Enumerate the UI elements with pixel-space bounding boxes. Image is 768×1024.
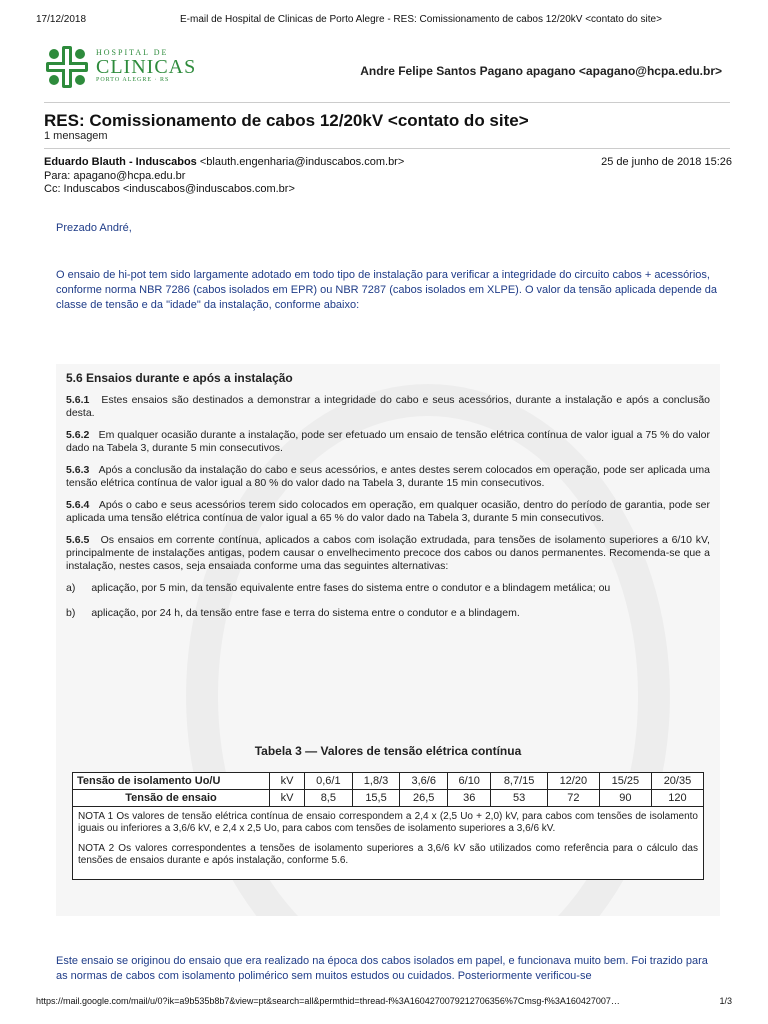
message-count: 1 mensagem	[44, 130, 108, 142]
hospital-logo[interactable]	[44, 44, 197, 92]
table-row	[73, 773, 704, 790]
sender-name: Eduardo Blauth - Induscabos	[44, 156, 197, 168]
sender	[44, 156, 404, 168]
email-subject: RES: Comissionamento de cabos 12/20kV <contato do site>	[44, 111, 529, 130]
divider	[44, 102, 730, 103]
table-cell: 120	[651, 790, 703, 807]
logo-line2: CLINICAS	[96, 56, 197, 78]
note-2: NOTA 2 Os valores correspondentes a tensões de isolamento superiores a 3,6/6 kV são utilizados como referência para o cálculo das tensões de ensaios durante e após instalação, conforme 5.6.	[78, 843, 698, 866]
hospital-cross-icon	[44, 44, 90, 90]
clause-5-6-2: 5.6.2 Em qualquer ocasião durante a instalação, pode ser efetuado um ensaio de tensão elétrica contínua de valor igual a 75 % do valor dado na Tabela 3, durante 5 min consecutivos.	[66, 429, 710, 454]
account-user: Andre Felipe Santos Pagano apagano <apagano@hcpa.edu.br>	[360, 64, 722, 78]
table-cell: 8,5	[305, 790, 353, 807]
clause-5-6-1: 5.6.1 Estes ensaios são destinados a demonstrar a integridade do cabo e seus acessórios, durante a instalação e após a conclusão desta.	[66, 394, 710, 419]
alternative-a: a) aplicação, por 5 min, da tensão equivalente entre fases do sistema entre o condutor e a blindagem metálica; ou	[66, 582, 611, 594]
table-row	[73, 790, 704, 807]
voltage-table	[72, 772, 704, 880]
sender-address[interactable]: <blauth.engenharia@induscabos.com.br>	[199, 156, 405, 168]
clause-5-6-4: 5.6.4 Após o cabo e seus acessórios terem sido colocados em operação, em qualquer ocasião, dentro do período de garantia, pode ser aplicada uma tensão elétrica contínua de valor igual a 65 % do valor dado na Tabela 3, durante 5 min consecutivos.	[66, 499, 710, 524]
table-cell: 15,5	[352, 790, 400, 807]
clause-5-6-3: 5.6.3 Após a conclusão da instalação do cabo e seus acessórios, e antes destes serem colocados em operação, pode ser aplicada uma tensão elétrica contínua de valor igual a 80 % do valor dado na Tabela 3, durante 15 min consecutivos.	[66, 464, 710, 489]
clause-5-6-5: 5.6.5 Os ensaios em corrente contínua, aplicados a cabos com isolação extrudada, para tensões de isolamento superiores a 6/10 kV, principalmente de instalações antigas, podem causar o envelhecimento precoce dos cabos ou danos permanentes. Recomenda-se que a instalação, nestes casos, seja ensaiada conforme uma das seguintes alternativas:	[66, 534, 710, 572]
row-label: Tensão de isolamento Uo/U	[73, 773, 270, 790]
section-heading: 5.6 Ensaios durante e após a instalação	[66, 371, 293, 385]
table-cell: 1,8/3	[352, 773, 400, 790]
email-intro: O ensaio de hi-pot tem sido largamente adotado em todo tipo de instalação para verificar a integridade do circuito cabos + acessórios, conforme norma NBR 7286 (cabos isolados em EPR) ou NBR 7287 (cabos isolados em XLPE). O valor da tensão aplicada depende da classe de tensão e da "idade" da instalação, conforme abaixo:	[56, 269, 717, 311]
print-date: 17/12/2018	[36, 14, 87, 25]
row-unit: kV	[270, 790, 305, 807]
email-date: 25 de junho de 2018 15:26	[601, 156, 732, 168]
logo-line1: HOSPITAL DE	[96, 48, 169, 57]
table-cell: 53	[491, 790, 547, 807]
table-cell: 6/10	[448, 773, 491, 790]
table-title: Tabela 3 — Valores de tensão elétrica contínua	[254, 744, 522, 758]
table-cell: 20/35	[651, 773, 703, 790]
print-title: E-mail de Hospital de Clinicas de Porto Alegre - RES: Comissionamento de cabos 12/20kV <contato do site>	[180, 14, 662, 25]
recipient-to: Para: apagano@hcpa.edu.br	[44, 170, 186, 182]
alternative-b: b) aplicação, por 24 h, da tensão entre fase e terra do sistema entre o condutor e a blindagem.	[66, 607, 520, 619]
divider	[44, 148, 730, 149]
table-cell: 36	[448, 790, 491, 807]
table-cell: 90	[599, 790, 651, 807]
row-label: Tensão de ensaio	[73, 790, 270, 807]
table-cell: 8,7/15	[491, 773, 547, 790]
standard-excerpt-image	[56, 364, 720, 916]
table-cell: 72	[547, 790, 599, 807]
table-notes	[73, 807, 704, 880]
page-number: 1/3	[719, 996, 732, 1006]
email-greeting: Prezado André,	[56, 222, 132, 234]
table-cell: 0,6/1	[305, 773, 353, 790]
logo-line3: PORTO ALEGRE · RS	[96, 77, 170, 83]
table-cell: 12/20	[547, 773, 599, 790]
table-cell: 26,5	[400, 790, 448, 807]
print-url: https://mail.google.com/mail/u/0?ik=a9b535b8b7&view=pt&search=all&permthid=thread-f%3A1604270079212706356%7Cmsg-f%3A160427007…	[36, 996, 620, 1006]
row-unit: kV	[270, 773, 305, 790]
table-cell: 15/25	[599, 773, 651, 790]
email-outro: Este ensaio se originou do ensaio que era realizado na época dos cabos isolados em papel, e funcionava muito bem. Foi trazido para as normas de cabos com isolamento polimérico sem muitos estudos ou cuidados. Posteriormente verificou-se	[56, 955, 708, 982]
table-notes-row	[73, 807, 704, 880]
recipient-cc: Cc: Induscabos <induscabos@induscabos.com.br>	[44, 183, 295, 195]
table-cell: 3,6/6	[400, 773, 448, 790]
note-1: NOTA 1 Os valores de tensão elétrica contínua de ensaio correspondem a 2,4 x (2,5 Uo + 2,0) kV, para cabos com tensões de isolamento iguais ou inferiores a 3,6/6 kV, e 2,4 x 2,5 Uo, para cabos com tensões de isolamento superiores a 3,6/6 kV.	[78, 811, 698, 834]
